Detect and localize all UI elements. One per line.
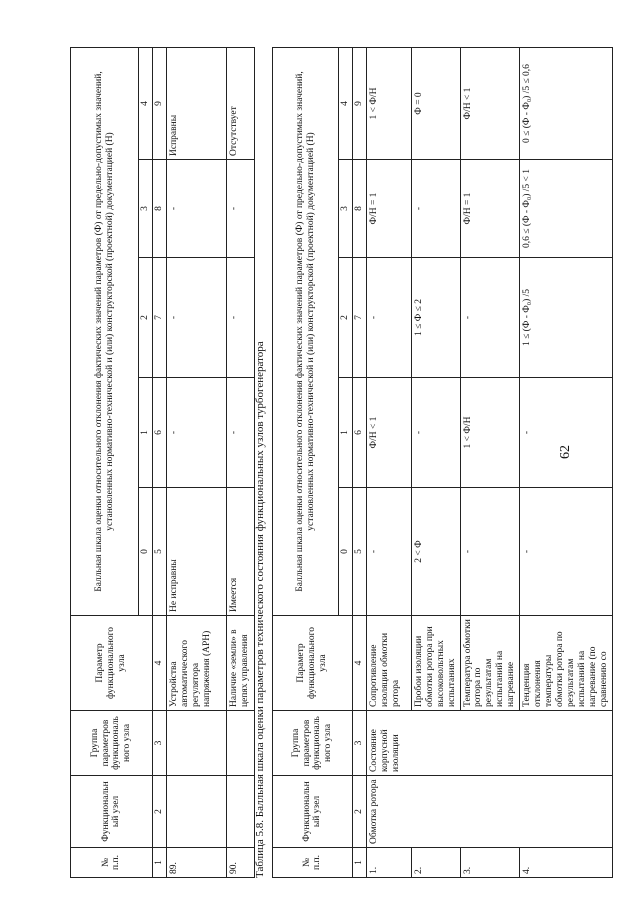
page-number: 62 xyxy=(558,445,573,459)
header-param: Параметр функционального узла xyxy=(273,616,353,711)
table-caption: Таблица 5.8. Балльная шкала оценки параметров технического состояния функциональных узлов турбогенератора xyxy=(254,341,266,878)
index-9: 9 xyxy=(152,48,166,160)
table-a-wrapper xyxy=(70,48,255,878)
cell-score-4: Ф/Н < 1 xyxy=(460,48,520,160)
score-1: 1 xyxy=(339,378,353,488)
index-1: 1 xyxy=(152,848,166,878)
score-2: 2 xyxy=(339,258,353,378)
cell-group xyxy=(166,711,226,776)
cell-score-3: Ф/Н = 1 xyxy=(366,160,411,258)
index-5: 5 xyxy=(352,488,366,616)
cell-score-2: - xyxy=(460,258,520,378)
table-row xyxy=(366,48,411,878)
cell-score-4: 0 ≤ (Ф - Ф₀) /5 ≤ 0,6 xyxy=(520,48,612,160)
table-row xyxy=(166,48,226,878)
cell-score-0: - xyxy=(460,488,520,616)
index-4: 4 xyxy=(152,616,166,711)
header-scale: Балльная шкала оценки относительного отклонения фактических значений параметров (Ф) от предельно-допустимых значений, установленных нормативно-технической и (или) конструкторской (проектной) документацией (Н) xyxy=(71,48,139,616)
index-7: 7 xyxy=(352,258,366,378)
score-4: 4 xyxy=(139,48,153,160)
index-3: 3 xyxy=(152,711,166,776)
cell-score-2: - xyxy=(366,258,411,378)
cell-param: Наличие «земли» в цепях управления xyxy=(226,616,254,711)
cell-score-0: - xyxy=(366,488,411,616)
header-param: Параметр функционального узла xyxy=(71,616,153,711)
cell-score-3: 0,6 ≤ (Ф - Ф₀) /5 < 1 xyxy=(520,160,612,258)
cell-group xyxy=(226,711,254,776)
index-9: 9 xyxy=(352,48,366,160)
cell-param: Устройства автоматического регулятора напряжения (АРН) xyxy=(166,616,226,711)
cell-param: Сопротивление изоляции обмотки ротора xyxy=(366,616,411,711)
cell-score-2: - xyxy=(166,258,226,378)
index-5: 5 xyxy=(152,488,166,616)
cell-num: 4. xyxy=(520,848,612,878)
index-6: 6 xyxy=(352,378,366,488)
cell-num: 3. xyxy=(460,848,520,878)
cell-score-3: - xyxy=(166,160,226,258)
cell-score-4: Отсутствует xyxy=(226,48,254,160)
index-7: 7 xyxy=(152,258,166,378)
index-3: 3 xyxy=(352,711,366,776)
index-8: 8 xyxy=(352,160,366,258)
score-3: 3 xyxy=(139,160,153,258)
cell-score-1: - xyxy=(166,378,226,488)
cell-score-1: - xyxy=(411,378,460,488)
cell-param: Тенденция отклонения температуры обмотки ротора по результатам испытаний на нагревание (по сравнению со xyxy=(520,616,612,711)
index-8: 8 xyxy=(152,160,166,258)
cell-num: 90. xyxy=(226,848,254,878)
index-2: 2 xyxy=(152,776,166,848)
index-2: 2 xyxy=(352,776,366,848)
cell-param: Температура обмотки ротора по результатам испытаний на нагревание xyxy=(460,616,520,711)
header-unit: Функциональный узел xyxy=(71,776,153,848)
header-unit: Функциональный узел xyxy=(273,776,353,848)
index-4: 4 xyxy=(352,616,366,711)
cell-score-1: - xyxy=(226,378,254,488)
header-num: № п.п. xyxy=(273,848,353,878)
header-group: Группа параметров функционального узла xyxy=(71,711,153,776)
score-1: 1 xyxy=(139,378,153,488)
cell-num: 89. xyxy=(166,848,226,878)
cell-unit xyxy=(226,776,254,848)
table-b-wrapper xyxy=(272,48,613,878)
cell-score-4: Исправны xyxy=(166,48,226,160)
header-group: Группа параметров функционального узла xyxy=(273,711,353,776)
cell-score-0: - xyxy=(520,488,612,616)
cell-group: Состояние корпусной изоляции xyxy=(366,711,612,776)
score-3: 3 xyxy=(339,160,353,258)
table-row xyxy=(226,48,254,878)
cell-unit: Обмотка ротора xyxy=(366,776,612,848)
cell-score-1: 1 < Ф/Н xyxy=(460,378,520,488)
index-1: 1 xyxy=(352,848,366,878)
index-6: 6 xyxy=(152,378,166,488)
table-a xyxy=(70,47,255,878)
cell-unit xyxy=(166,776,226,848)
header-num: № п.п. xyxy=(71,848,153,878)
table-b xyxy=(272,47,613,878)
cell-score-3: Ф/Н = 1 xyxy=(460,160,520,258)
cell-num: 1. xyxy=(366,848,411,878)
cell-num: 2. xyxy=(411,848,460,878)
cell-score-1: - xyxy=(520,378,612,488)
cell-score-3: - xyxy=(411,160,460,258)
cell-score-0: 2 < Ф xyxy=(411,488,460,616)
score-0: 0 xyxy=(139,488,153,616)
cell-score-1: Ф/Н < 1 xyxy=(366,378,411,488)
score-0: 0 xyxy=(339,488,353,616)
cell-score-0: Не исправны xyxy=(166,488,226,616)
cell-score-4: 1 < Ф/Н xyxy=(366,48,411,160)
cell-score-2: - xyxy=(226,258,254,378)
cell-score-0: Имеется xyxy=(226,488,254,616)
score-4: 4 xyxy=(339,48,353,160)
cell-score-2: 1 ≤ Ф ≤ 2 xyxy=(411,258,460,378)
cell-score-2: 1 ≤ (Ф - Ф₀) /5 xyxy=(520,258,612,378)
score-2: 2 xyxy=(139,258,153,378)
cell-score-4: Ф = 0 xyxy=(411,48,460,160)
cell-param: Пробои изоляции обмотки ротора при высоковольтных испытаниях xyxy=(411,616,460,711)
cell-score-3: - xyxy=(226,160,254,258)
header-scale: Балльная шкала оценки относительного отклонения фактических значений параметров (Ф) от предельно-допустимых значений, установленных нормативно-технической и (или) конструкторской (проектной) документацией (Н) xyxy=(273,48,339,616)
